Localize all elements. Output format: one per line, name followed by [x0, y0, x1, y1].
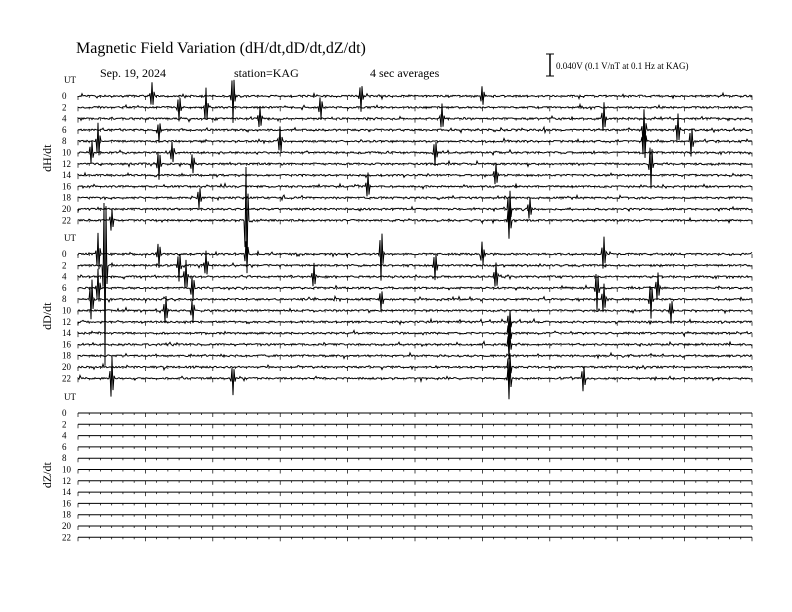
dz-dt-ut-label: UT: [64, 392, 76, 402]
dh-dt-hour-label: 14: [62, 170, 71, 181]
dh-dt-trace-ut-18: [78, 188, 752, 208]
dh-dt-ut-label: UT: [64, 75, 76, 85]
dz-dt-hour-label: 12: [62, 475, 71, 486]
scale-bar: [546, 54, 554, 76]
dh-dt-hour-label: 16: [62, 181, 71, 192]
dz-dt-hour-ticks: [78, 481, 752, 485]
dd-dt-trace-ut-22: [78, 357, 752, 399]
dd-dt-hour-ticks: [78, 288, 752, 292]
dz-dt-hour-ticks: [78, 503, 752, 507]
dh-dt-hour-label: 0: [62, 91, 67, 101]
dd-dt-hour-label: 4: [62, 271, 67, 282]
dd-dt-hour-label: 20: [62, 362, 71, 372]
dz-dt-hour-label: 10: [62, 464, 71, 475]
dd-dt-hour-label: 14: [62, 328, 71, 339]
dd-dt-hour-label: 22: [62, 373, 71, 384]
dd-dt-hour-label: 2: [62, 260, 67, 271]
dz-dt-hour-label: 6: [62, 441, 67, 452]
dz-dt-hour-label: 22: [62, 532, 71, 543]
dh-dt-hour-label: 20: [62, 204, 71, 214]
date-label: Sep. 19, 2024: [100, 66, 166, 80]
dh-dt-hour-label: 10: [62, 147, 71, 158]
dh-dt-hour-label: 12: [62, 158, 71, 169]
dh-dt-panel-label: dH/dt: [40, 144, 54, 172]
dh-dt-hour-label: 6: [62, 124, 67, 135]
dz-dt-hour-ticks: [78, 515, 752, 519]
dd-dt-trace-ut-2: [78, 203, 752, 366]
dd-dt-hour-label: 10: [62, 305, 71, 316]
dh-dt-hour-label: 18: [62, 192, 71, 203]
dd-dt-hour-label: 8: [62, 294, 67, 305]
dh-dt-hour-label: 22: [62, 215, 71, 226]
dz-dt-hour-ticks: [78, 537, 752, 541]
dd-dt-hour-label: 12: [62, 316, 71, 327]
dz-dt-hour-ticks: [78, 492, 752, 496]
dh-dt-hour-label: 8: [62, 136, 67, 147]
dz-dt-hour-label: 8: [62, 453, 67, 464]
figure-title: Magnetic Field Variation (dH/dt,dD/dt,dZ/dt): [76, 40, 366, 57]
dz-dt-hour-ticks: [78, 413, 752, 417]
dz-dt-hour-label: 4: [62, 430, 67, 441]
averaging-label: 4 sec averages: [370, 66, 440, 80]
dd-dt-hour-label: 16: [62, 339, 71, 350]
dz-dt-hour-label: 2: [62, 419, 67, 430]
dz-dt-hour-label: 20: [62, 521, 71, 531]
dz-dt-panel: [40, 392, 752, 542]
dd-dt-hour-label: 0: [62, 249, 67, 259]
dd-dt-hour-label: 18: [62, 350, 71, 361]
dz-dt-panel-label: dZ/dt: [40, 462, 54, 489]
scale-note: 0.040V (0.1 V/nT at 0.1 Hz at KAG): [556, 61, 689, 71]
dd-dt-panel-label: dD/dt: [40, 302, 54, 330]
dh-dt-panel: [40, 75, 752, 273]
dz-dt-hour-ticks: [78, 526, 752, 530]
station-label: station=KAG: [234, 66, 299, 80]
dz-dt-hour-ticks: [78, 447, 752, 451]
dh-dt-trace-ut-2: [78, 88, 752, 122]
dd-dt-panel: [40, 203, 752, 399]
dz-dt-hour-label: 0: [62, 408, 67, 418]
dz-dt-hour-ticks: [78, 424, 752, 428]
dz-dt-hour-label: 18: [62, 509, 71, 520]
dz-dt-hour-ticks: [78, 470, 752, 474]
dz-dt-hour-ticks: [78, 436, 752, 440]
dd-dt-ut-label: UT: [64, 233, 76, 243]
dz-dt-hour-label: 14: [62, 487, 71, 498]
dd-dt-hour-label: 6: [62, 282, 67, 293]
dh-dt-hour-label: 2: [62, 102, 67, 113]
dh-dt-hour-label: 4: [62, 113, 67, 124]
dz-dt-hour-label: 16: [62, 498, 71, 509]
dz-dt-hour-ticks: [78, 458, 752, 462]
